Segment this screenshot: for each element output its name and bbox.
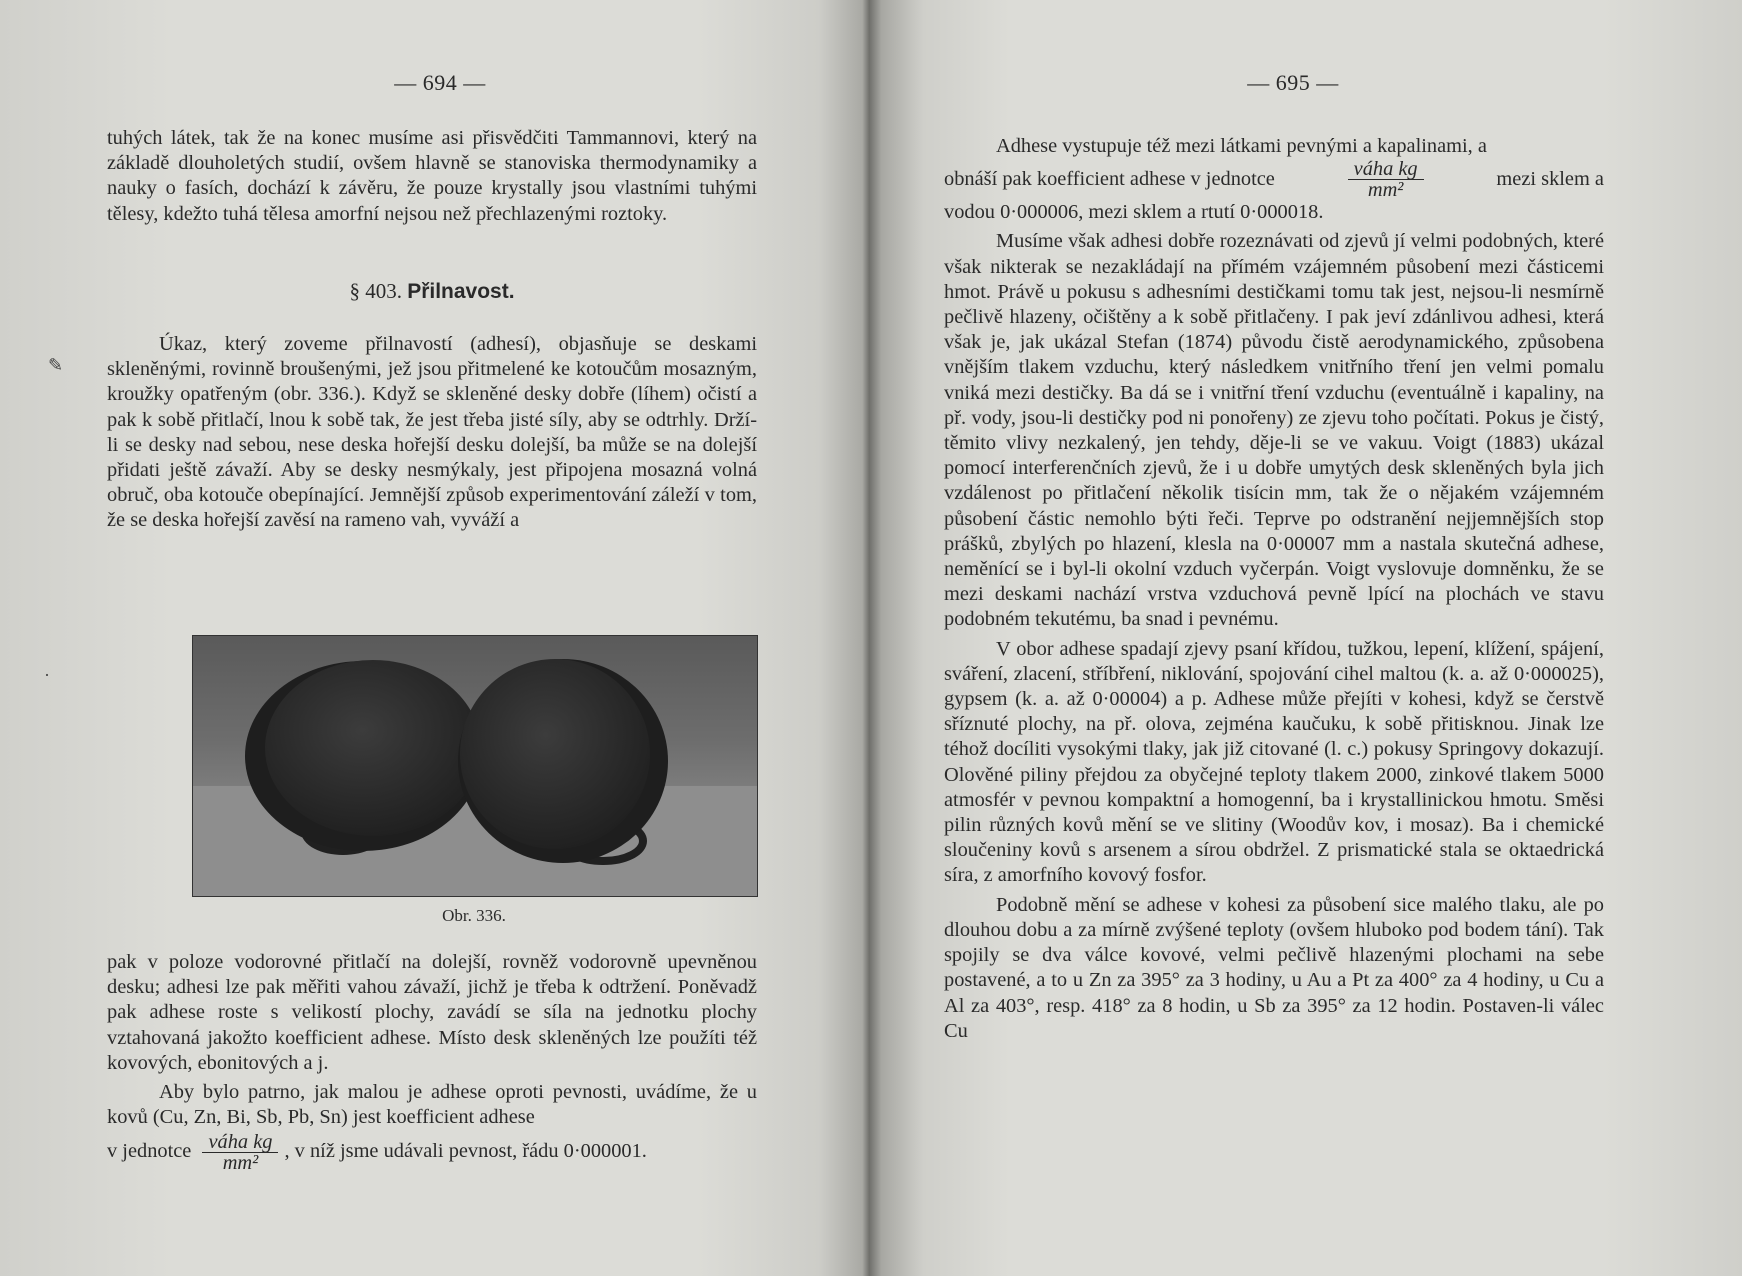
fraction-denominator: mm²: [1367, 179, 1404, 202]
right-page: [848, 0, 1742, 1276]
figure-caption: Obr. 336.: [442, 906, 506, 925]
margin-mark: ·: [44, 665, 50, 685]
formula-line: [944, 159, 1604, 200]
left-text-top: [107, 126, 757, 534]
paragraph: Musíme však adhesi dobře rozeznávati od zjevů jí velmi podobných, které však nikterak se nezakládají na přímém vzájemném působení mezi částicemi hmot. Právě u pokusu s adhesními destičkami tomu tak jest, nejsou-li nesmírně pečlivě hlazeny, očištěny a k sobě přitlačeny. I pak jeví zdánlivou adhesi, která však je, jak ukázal Stefan (1874) původu čistě aerodynamického, způsobena vnějším tlakem vzduchu, který následkem vnitřního tření jen velmi pomalu vniká mezi destičky. Ba dá se i vnitřní tření vzduchu (eventuálně i kapaliny, na př. vody, jsou-li destičky pod ni ponořeny) ze zjevu toho počítati. Pokus je čistý, těmito vlivy nezkalený, jen tehdy, děje-li se ve vakuu. Voigt (1883) ukázal pomocí interferenčních zjevů, že i u dobře umytých desk skleněných byla jich vzdálenost po přitlačení několik tisícin mm, tak že o nějakém vzájemném působení částic nemohlo býti řeči. Teprve po odstranění nejjemnějších stop prášků, zbylých po hlazení, klesla na 0·00007 mm a nastala skutečná adhese, neměnící se i byl-li okolní vzduch vyčerpán. Voigt vyslovuje domněnku, že se mezi deskami nachází vrstva vzduchová pevně lpící na plochách ve stavu podobném tekutému, ba snad i pevnému.: [944, 230, 1604, 631]
fraction-numerator: váha kg: [1348, 159, 1424, 180]
paragraph: Podobně mění se adhese v kohesi za působení sice malého tlaku, ale po dlouhou dobu a za mírně zvýšené teploty (ovšem hluboko pod bodem tání). Tak spojily se dva válce kovové, velmi pečlivě hlazenými plochami na sebe postavené, a to u Zn za 395° za 3 hodiny, u Au a Pt za 400° za 4 hodiny, u Cu a Al za 403°, resp. 418° za 8 hodin, u Sb za 395° za 12 hodin. Postaven-li válec Cu: [944, 893, 1604, 1042]
formula-suffix: mezi sklem a: [1496, 168, 1604, 191]
fraction: [1348, 159, 1424, 200]
fraction-denominator: mm²: [222, 1152, 259, 1175]
paragraph: pak v poloze vodorovné přitlačí na dolejší, rovněž vodorovně upevněnou desku; adhesi lze pak měřiti vahou závaží, jichž je třeba k odtržení. Poněvadž pak adhese roste s velikostí plochy, zavádí se síla na jednotku plochy vztahovaná jakožto koefficient adhese. Místo desk skleněných lze použíti též kovových, ebonitových a j.: [107, 951, 757, 1074]
page-number: — 694 —: [394, 70, 486, 95]
page-number: — 695 —: [1247, 70, 1339, 95]
formula-line: [107, 1132, 757, 1173]
figure-photo: [192, 635, 758, 897]
fraction-numerator: váha kg: [202, 1132, 278, 1153]
paragraph: vodou 0·000006, mezi sklem a rtutí 0·000018.: [944, 201, 1324, 224]
paragraph: Aby bylo patrno, jak malou je adhese oproti pevnosti, uvádíme, že u kovů (Cu, Zn, Bi, Sb, Pb, Sn) jest koefficient adhese: [107, 1081, 757, 1129]
margin-mark: ✎: [48, 355, 64, 375]
left-page: [0, 0, 845, 1276]
formula-prefix: obnáší pak koefficient adhese v jednotce: [944, 168, 1275, 191]
left-text-bottom: [107, 950, 757, 1173]
section-heading: [107, 279, 757, 304]
formula-prefix: v jednotce: [107, 1140, 192, 1163]
section-title: Přilnavost.: [407, 279, 515, 303]
right-text: [944, 134, 1604, 1044]
section-number: § 403.: [349, 278, 402, 303]
paragraph: Úkaz, který zoveme přilnavostí (adhesí), objasňuje se deskami skleněnými, rovinně broušenými, jež jsou přitmelené ke kotoučům mosazným, kroužky opatřeným (obr. 336.). Když se skleněné desky dobře (líhem) očistí a pak k sobě přitlačí, lnou k sobě tak, že jest třeba jisté síly, aby se odtrhly. Drží-li se desky nad sebou, nese deska hořejší desku dolejší, ba může se na dolejší přidati ještě závaží. Aby se desky nesmýkaly, jest připojena mosazná volná obruč, oba kotouče obepínající. Jemnější způsob experimentování záleží v tom, že se deska hořejší zavěsí na rameno vah, vyváží a: [107, 333, 757, 532]
adhesion-plates-icon: [193, 636, 757, 896]
paragraph: Adhese vystupuje též mezi látkami pevnými a kapalinami, a: [996, 135, 1487, 157]
paragraph: tuhých látek, tak že na konec musíme asi přisvědčiti Tammannovi, který na základě dlouholetých studií, ovšem hlavně se stanoviska thermodynamiky a nauky o fasích, dochází k závěru, že pouze krystally jsou vlastními tuhými tělesy, kdežto tuhá tělesa amorfní nejsou než přechlazenými roztoky.: [107, 127, 757, 225]
fraction: [202, 1132, 278, 1173]
formula-suffix: , v níž jsme udávali pevnost, řádu 0·000001.: [284, 1140, 647, 1163]
paragraph: V obor adhese spadají zjevy psaní křídou, tužkou, lepení, klížení, spájení, sváření, zlacení, stříbření, niklování, spojování cihel maltou (k. a. až 0·000025), gypsem (k. a. až 0·00004) a p. Adhese může přejíti v kohesi, když se čerstvě sříznuté plochy, na př. olova, zejména kaučuku, k sobě přitisknou. Jinak lze téhož docíliti vysokými tlaky, jak již citované (l. c.) pokusy Springovy dokazují. Olověné piliny přejdou za obyčejné teploty tlakem 2000, zinkové tlakem 5000 atmosfér v pevnou kompaktní a homogenní, ba i krystallinickou hmotu. Směsi pilin různých kovů mění se ve slitiny (Woodův kov, i mosaz). Ba i chemické sloučeniny kovů s arsenem a sírou obdržel. Z prismatické stala se oktaedrická síra, z amorfního kovový fosfor.: [944, 637, 1604, 887]
